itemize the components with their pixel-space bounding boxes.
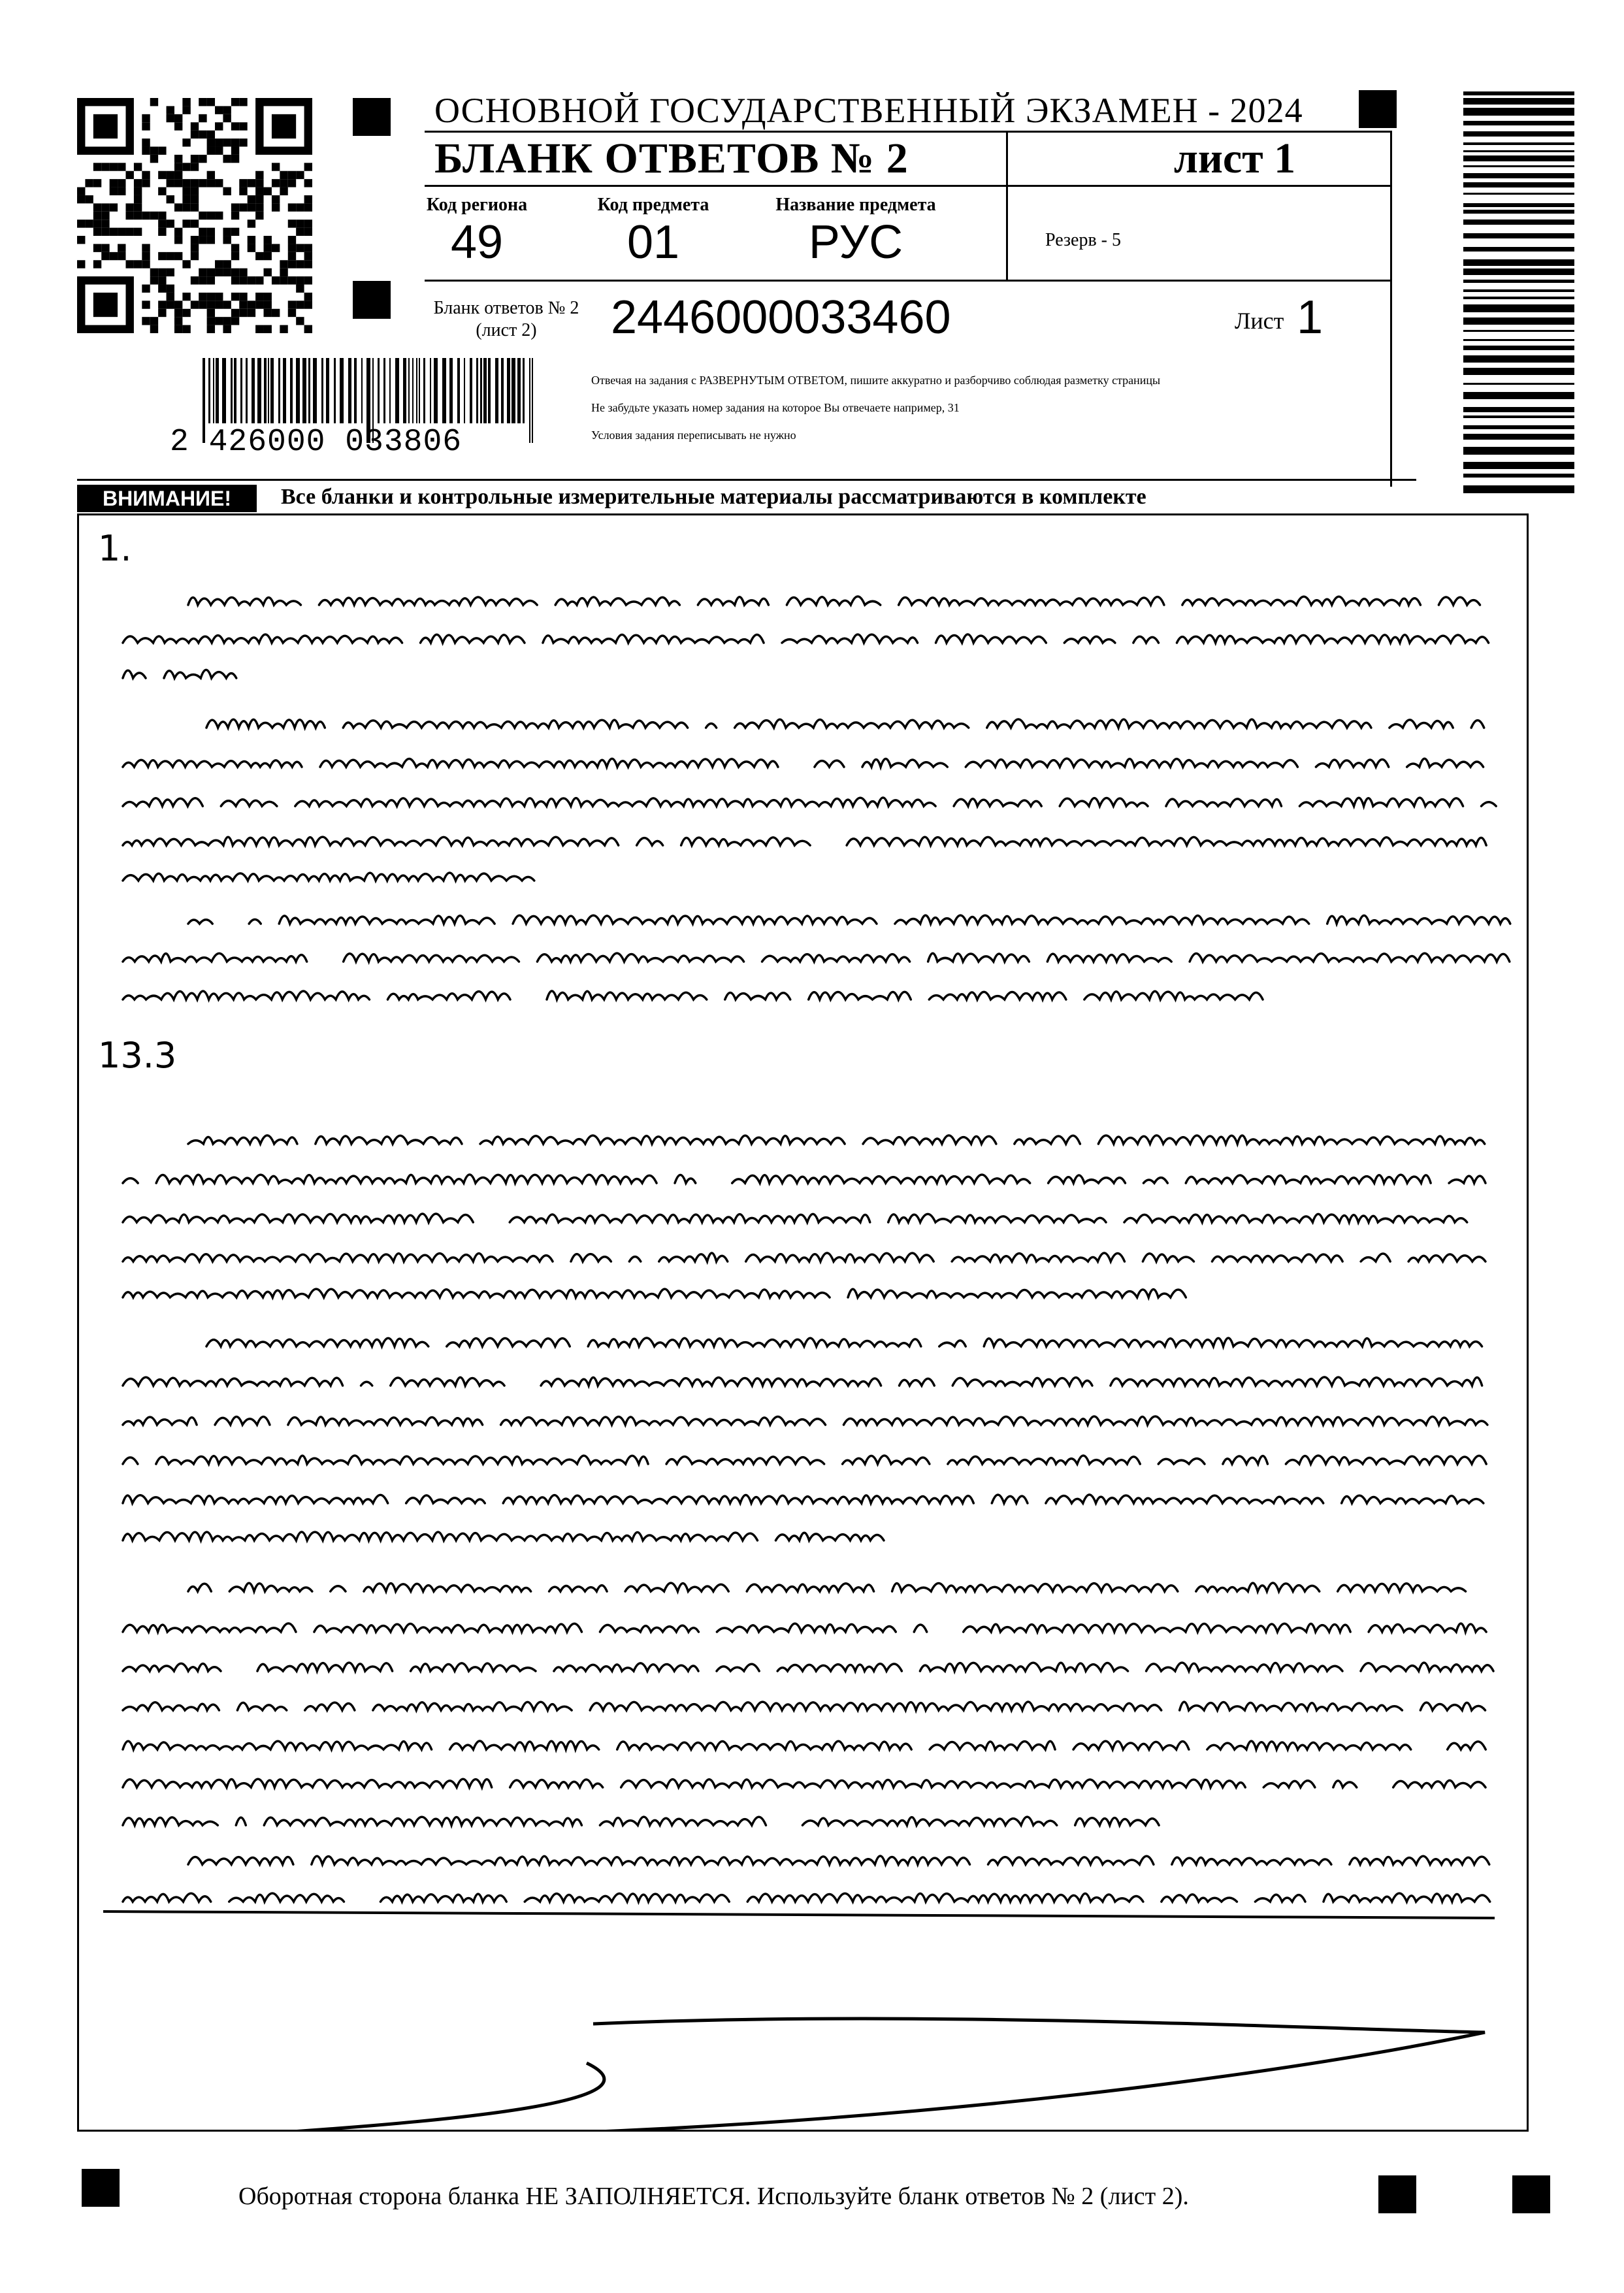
handwritten-line (123, 991, 1263, 1000)
handwritten-line (123, 1893, 1490, 1902)
footer-note: Оборотная сторона бланка НЕ ЗАПОЛНЯЕТСЯ. Используйте бланк ответов № 2 (лист 2). (238, 2183, 1189, 2210)
corner-marker (353, 98, 391, 136)
corner-marker (1378, 2175, 1416, 2213)
handwritten-line (188, 1135, 1485, 1144)
handwritten-line (123, 1377, 1482, 1386)
form-title: БЛАНК ОТВЕТОВ № 2 (434, 135, 909, 182)
handwritten-line (123, 1455, 1486, 1464)
blank-label-line1: Бланк ответов № 2 (433, 298, 579, 318)
handwritten-line (123, 1532, 902, 1540)
task-number-13-3: 13.3 (98, 1035, 177, 1076)
subject-code-label: Код предмета (597, 195, 709, 215)
strike-through-mark (234, 2019, 1485, 2132)
handwritten-line (206, 719, 1484, 728)
corner-marker (1359, 90, 1397, 128)
exam-title: ОСНОВНОЙ ГОСУДАРСТВЕННЫЙ ЭКЗАМЕН - 2024 (434, 91, 1303, 130)
instruction-line: Не забудьте указать номер задания на которое Вы отвечаете например, 31 (591, 401, 960, 414)
divider (77, 479, 1416, 481)
corner-marker (353, 281, 391, 319)
subject-name-value: РУС (808, 216, 903, 268)
divider (1006, 131, 1008, 281)
handwritten-line (123, 873, 553, 881)
region-label: Код региона (426, 195, 528, 215)
corner-marker (82, 2169, 120, 2207)
attention-text: Все бланки и контрольные измерительные материалы рассматриваются в комплекте (281, 485, 1146, 509)
handwritten-line (123, 1741, 1486, 1749)
handwriting-lines (123, 596, 1510, 1902)
reserve-label: Резерв - 5 (1045, 230, 1122, 250)
divider (425, 185, 1391, 187)
divider (425, 280, 1391, 282)
handwritten-line (123, 837, 1486, 845)
handwritten-line (123, 1253, 1486, 1261)
handwritten-line (123, 798, 1496, 806)
blank-label-line2: (лист 2) (476, 320, 537, 340)
handwritten-line (188, 1583, 1484, 1591)
handwritten-line (123, 953, 1510, 962)
instruction-line: Условия задания переписывать не нужно (591, 429, 796, 442)
handwritten-answer (77, 513, 1529, 2132)
handwritten-line (123, 1663, 1493, 1671)
handwritten-line (123, 1779, 1486, 1787)
barcode-number: 2 426000 033806 (170, 425, 463, 460)
subject-code-value: 01 (626, 216, 680, 268)
handwritten-line (123, 1817, 1159, 1825)
task-number-1: 1. (98, 528, 132, 569)
handwritten-line (188, 596, 1480, 605)
handwritten-line (123, 1214, 1486, 1222)
end-line (103, 1911, 1495, 1918)
attention-badge: ВНИМАНИЕ! (77, 485, 257, 512)
handwritten-line (123, 1175, 1486, 1183)
handwritten-line (123, 634, 1489, 643)
sheet-title: лист 1 (1173, 135, 1296, 182)
qr-code (77, 98, 312, 333)
barcode-right (1463, 91, 1574, 496)
handwritten-line (123, 1495, 1484, 1503)
handwritten-line (123, 670, 236, 678)
blank-label (412, 297, 601, 342)
corner-marker (1512, 2175, 1550, 2213)
handwritten-line (123, 1702, 1486, 1710)
handwritten-line (206, 1338, 1482, 1346)
handwritten-line (123, 758, 1484, 767)
list-label: Лист (1235, 308, 1284, 334)
handwritten-line (188, 915, 1510, 924)
handwritten-line (188, 1856, 1489, 1864)
subject-name-label: Название предмета (775, 195, 936, 215)
handwritten-line (123, 1416, 1487, 1425)
divider (425, 131, 1391, 133)
region-value: 49 (450, 216, 504, 268)
instruction-line: Отвечая на задания с РАЗВЕРНУТЫМ ОТВЕТОМ, пишите аккуратно и разборчиво соблюдая разметку страницы (591, 374, 1161, 387)
divider (1390, 131, 1392, 487)
handwritten-line (123, 1289, 1186, 1297)
list-number: 1 (1297, 291, 1324, 344)
blank-number: 2446000033460 (611, 291, 951, 344)
handwritten-line (123, 1623, 1486, 1632)
